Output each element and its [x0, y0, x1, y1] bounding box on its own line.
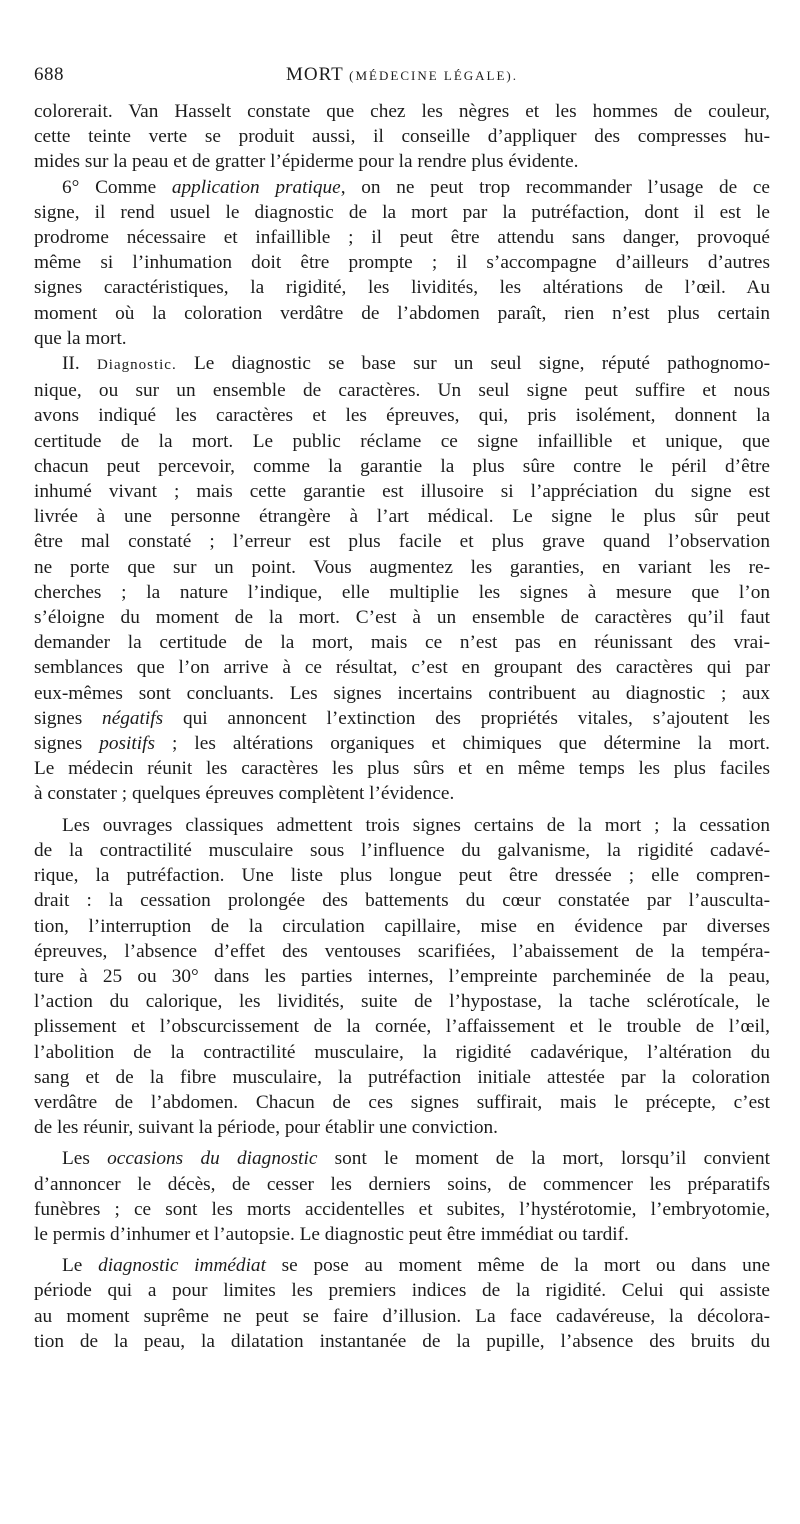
italic-term: application pratique [171, 176, 341, 198]
text-line: même si l’inhumation doit être prompte ; il s’accompagne d’ailleurs d’autres [34, 252, 770, 274]
text-line: mides sur la peau et de gratter l’épiderme pour la rendre plus évidente. [34, 151, 579, 173]
text-line: ne porte que sur un point. Vous augmentez les garanties, en variant les re- [34, 556, 770, 578]
text-line: inhumé vivant ; mais cette garantie est illusoire si l’appréciation du signe est [34, 481, 770, 503]
paragraph-3 [34, 351, 770, 807]
text-line [34, 1146, 770, 1171]
text-fragment: se pose au moment même de la mort ou dans une [265, 1255, 771, 1277]
text-line [34, 731, 770, 756]
paragraph-2 [34, 175, 770, 351]
text-line: au moment suprême ne peut se faire d’illusion. La face cadavéreuse, la décolora- [34, 1305, 770, 1327]
italic-term: occasions du diagnostic [107, 1148, 318, 1170]
text-line: épreuves, l’absence d’effet des ventouses scarifiées, l’abaissement de la tempéra- [34, 940, 770, 962]
text-fragment: signes [34, 733, 100, 755]
text-line: de les réunir, suivant la période, pour établir une conviction. [34, 1117, 498, 1139]
text-line: tion, l’interruption de la circulation capillaire, mise en évidence par diverses [34, 915, 770, 937]
text-line: rique, la putréfaction. Une liste plus longue peut être dressée ; elle compren- [34, 865, 770, 887]
text-line: d’annoncer le décès, de cesser les derniers soins, de commencer les préparatifs [34, 1173, 770, 1195]
paragraph-1 [34, 99, 770, 175]
text-fragment: Le diagnostic se base sur un seul signe, réputé pathognomo- [176, 353, 771, 375]
italic-term: négatifs [102, 707, 164, 729]
text-line: le permis d’inhumer et l’autopsie. Le diagnostic peut être immédiat ou tardif. [34, 1223, 629, 1245]
paragraph-lead: 6° Comme [62, 176, 172, 198]
paragraph-5 [34, 1146, 770, 1247]
text-line: certitude de la mort. Le public réclame ce signe infaillible et unique, que [34, 430, 770, 452]
text-line [34, 175, 770, 200]
text-line [34, 351, 770, 378]
text-line: signe, il rend usuel le diagnostic de la mort par la putréfaction, dont il est le [34, 201, 770, 223]
text-line: Les ouvrages classiques admettent trois signes certains de la mort ; la cessation [62, 814, 770, 836]
text-line: sang et de la fibre musculaire, la putréfaction initiale attestée par la coloration [34, 1066, 770, 1088]
text-line: moment où la coloration verdâtre de l’abdomen paraît, rien n’est plus certain [34, 302, 770, 324]
text-line: de la contractilité musculaire sous l’influence du galvanisme, la rigidité cadavé- [34, 839, 770, 861]
text-line [34, 706, 770, 731]
text-line: signes caractéristiques, la rigidité, les lividités, les altérations de l’œil. Au [34, 277, 770, 299]
running-head-sub: (MÉDECINE LÉGALE). [349, 68, 519, 83]
text-line: cherches ; la nature l’indique, elle multiplie les signes à mesure que l’on [34, 581, 770, 603]
text-line: drait : la cessation prolongée des battements du cœur constatée par l’ausculta- [34, 890, 770, 912]
section-number: II. [62, 353, 97, 375]
paragraph-4 [34, 813, 770, 1141]
text-fragment: qui annoncent l’extinction des propriétés vitales, s’ajoutent les [163, 707, 770, 729]
text-line: avons indiqué les caractères et les épreuves, qui, pris isolément, donnent la [34, 405, 770, 427]
text-line: colorerait. Van Hasselt constate que chez les nègres et les hommes de couleur, [34, 101, 770, 122]
text-line: semblances que l’on arrive à ce résultat, c’est en groupant des caractères qui par [34, 657, 770, 679]
italic-term: diagnostic immédiat [98, 1255, 266, 1277]
text-line: l’abolition de la contractilité musculaire, la rigidité cadavérique, l’altération du [34, 1041, 770, 1063]
text-line: que la mort. [34, 327, 127, 349]
text-line: eux-mêmes sont concluants. Les signes incertains contribuent au diagnostic ; aux [34, 682, 770, 704]
text-line: livrée à une personne étrangère à l’art médical. Le signe le plus sûr peut [34, 506, 770, 528]
text-line: plissement et l’obscurcissement de la cornée, l’affaissement et le trouble de l’œil, [34, 1016, 770, 1038]
paragraph-lead: Les [62, 1148, 108, 1170]
paragraph-lead: Le [62, 1255, 99, 1277]
text-line: funèbres ; ce sont les morts accidentelles et subites, l’hystérotomie, l’embryotomie, [34, 1198, 770, 1220]
italic-term: positifs [99, 733, 155, 755]
text-line: période qui a pour limites les premiers indices de la rigidité. Celui qui assiste [34, 1280, 770, 1302]
text-fragment: sont le moment de la mort, lorsqu’il convient [317, 1148, 770, 1170]
text-fragment: , on ne peut trop recommander l’usage de ce [340, 176, 770, 198]
running-head-main: MORT [285, 64, 344, 85]
text-line: s’éloigne du moment de la mort. C’est à un ensemble de caractères qu’il faut [34, 607, 770, 629]
text-fragment: signes [34, 707, 103, 729]
text-line: nique, ou sur un ensemble de caractères. Un seul signe peut suffire et nous [34, 380, 770, 402]
text-line: chacun peut percevoir, comme la garantie la plus sûre contre le péril d’être [34, 455, 770, 477]
page-header [34, 64, 770, 94]
text-line: être mal constaté ; l’erreur est plus facile et plus grave quand l’observation [34, 531, 770, 553]
running-head [34, 64, 770, 86]
text-line: prodrome nécessaire et infaillible ; il peut être attendu sans danger, provoqué [34, 227, 770, 249]
text-line: demander la certitude de la mort, mais ce n’est pas en réunissant des vrai- [34, 632, 770, 654]
text-line: cette teinte verte se produit aussi, il conseille d’appliquer des compresses hu- [34, 126, 770, 148]
paragraph-6 [34, 1253, 770, 1354]
text-line [34, 1253, 770, 1278]
page-number: 688 [34, 64, 64, 85]
text-line: à constater ; quelques épreuves complètent l’évidence. [34, 783, 455, 805]
section-heading: Diagnostic. [96, 357, 177, 374]
text-line: tion de la peau, la dilatation instantanée de la pupille, l’absence des bruits du [34, 1330, 770, 1352]
text-line: ture à 25 ou 30° dans les parties internes, l’empreinte parcheminée de la peau, [34, 965, 770, 987]
text-fragment: ; les altérations organiques et chimiques que détermine la mort. [154, 733, 770, 755]
text-line: verdâtre de l’abdomen. Chacun de ces signes suffirait, mais le précepte, c’est [34, 1091, 770, 1113]
text-line: l’action du calorique, les lividités, suite de l’hypostase, la tache sclérotícale, le [34, 991, 770, 1013]
page-body [34, 99, 770, 1354]
text-line: Le médecin réunit les caractères les plus sûrs et en même temps les plus faciles [34, 758, 770, 780]
